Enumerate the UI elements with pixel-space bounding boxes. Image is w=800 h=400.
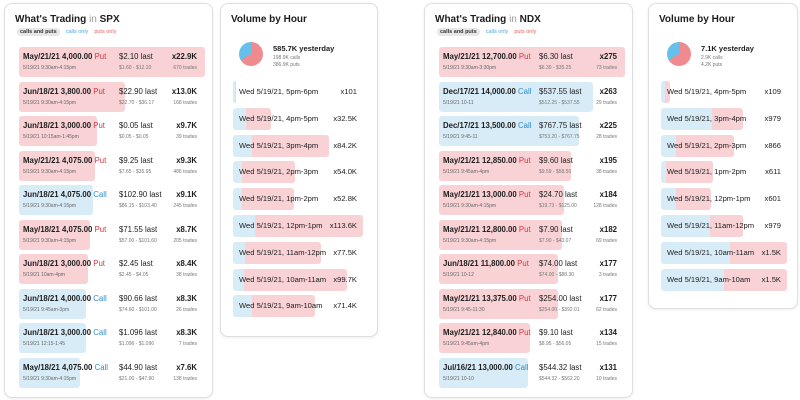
- trade-row[interactable]: [439, 358, 625, 388]
- trade-contract: [443, 52, 531, 61]
- trade-type: Put: [94, 155, 107, 165]
- trade-price-range: $74.00 - $88.30: [539, 272, 575, 278]
- trade-type: Call: [93, 190, 107, 199]
- hour-row[interactable]: [233, 215, 363, 237]
- trade-expiry: May/21/21: [23, 52, 60, 61]
- trade-size: x13.0K: [171, 86, 197, 96]
- hour-label: Wed 5/19/21, 2pm-3pm: [239, 167, 319, 177]
- trade-time-window: 5/19/21 9:30am-4:15pm: [23, 168, 77, 175]
- trade-count: 39 trades: [176, 134, 197, 140]
- trade-time-window: 5/19/21 10:15am-1:45pm: [23, 134, 79, 140]
- ndx-calls-total: 2.9K calls: [701, 55, 723, 61]
- trade-last-price: $0.05 last: [119, 121, 153, 130]
- trade-type: Put: [517, 259, 529, 268]
- trade-strike: 11,800.00: [480, 259, 515, 268]
- trade-contract: [23, 225, 106, 234]
- spx-volume-card: [220, 3, 378, 337]
- trade-last-price: $254.00 last: [539, 293, 582, 303]
- ndx-filters: [437, 28, 542, 36]
- hour-label: Wed 5/19/21, 5pm-6pm: [239, 87, 319, 96]
- trade-count: 205 trades: [173, 237, 197, 244]
- trade-row[interactable]: [19, 82, 205, 112]
- trade-count: 138 trades: [173, 375, 197, 382]
- hour-row[interactable]: [661, 242, 787, 264]
- trade-contract: [23, 121, 105, 130]
- trade-expiry: Jun/18/21: [23, 121, 59, 130]
- trade-type: Put: [518, 155, 531, 165]
- trade-row[interactable]: [19, 358, 205, 388]
- trade-price-range: $86.15 - $103.40: [119, 203, 157, 209]
- title-prefix: What's Trading: [435, 14, 507, 25]
- trade-type: Put: [94, 52, 107, 61]
- spx-volume-title: Volume by Hour: [231, 14, 307, 25]
- hour-puts-bar: [235, 81, 237, 103]
- trade-row[interactable]: [439, 220, 625, 250]
- trade-time-window: 5/19/21 9:30am-4:15pm: [443, 237, 497, 244]
- trade-count: 28 trades: [596, 134, 617, 140]
- trade-time-window: 5/19/21 9:30am-4:15pm: [23, 99, 77, 106]
- trade-size: x195: [599, 155, 617, 165]
- trade-expiry: Jun/18/21: [23, 86, 59, 96]
- trade-expiry: Jul/16/21: [443, 362, 476, 372]
- hour-row[interactable]: [233, 269, 363, 291]
- trade-row[interactable]: [19, 116, 205, 146]
- trade-strike: 13,000.00: [478, 362, 513, 372]
- trade-row[interactable]: [439, 254, 625, 284]
- trade-size: x263: [599, 86, 617, 96]
- trade-last-price: $74.00 last: [539, 259, 578, 268]
- trade-row[interactable]: [439, 323, 625, 353]
- trade-type: Put: [93, 259, 105, 268]
- symbol: SPX: [99, 14, 120, 25]
- trade-contract: [23, 156, 106, 165]
- trade-count: 7 trades: [178, 341, 197, 347]
- filter-calls-and-puts[interactable]: calls and puts: [17, 28, 60, 36]
- trade-count: 26 trades: [176, 306, 197, 313]
- hour-volume: x71.4K: [333, 301, 357, 311]
- trade-strike: 4,075.00: [62, 224, 93, 234]
- hour-row[interactable]: [233, 242, 363, 264]
- trade-price-range: $7.65 - $35.95: [119, 168, 152, 175]
- trade-count: 15 trades: [596, 341, 617, 347]
- trade-type: Put: [518, 224, 531, 234]
- trade-strike: 14,000.00: [481, 86, 516, 96]
- hour-volume: x109: [764, 87, 781, 96]
- ndx-volume-title: Volume by Hour: [659, 14, 735, 25]
- hour-row[interactable]: [661, 215, 787, 237]
- trade-price-range: $22.70 - $36.17: [119, 99, 155, 106]
- spx-pie-chart: [239, 42, 263, 66]
- hour-volume: x1.5K: [761, 274, 781, 284]
- trade-type: Put: [518, 293, 531, 303]
- trade-size: x22.9K: [171, 52, 197, 61]
- trade-time-window: 5/19/21 10-10: [443, 375, 474, 382]
- hour-row[interactable]: [233, 161, 363, 183]
- trade-strike: 3,800.00: [60, 86, 92, 96]
- trade-expiry: May/21/21: [443, 52, 480, 61]
- trade-count: 62 trades: [596, 306, 617, 313]
- trade-time-window: 5/19/21 9:30am-3:30pm: [443, 65, 497, 71]
- trade-last-price: $90.66 last: [119, 293, 158, 303]
- trade-type: Put: [93, 121, 105, 130]
- trade-time-window: 5/19/21 9:30am-4:15pm: [23, 375, 77, 382]
- trade-count: 3 trades: [598, 272, 617, 278]
- trade-row[interactable]: [19, 151, 205, 181]
- trade-type: Put: [94, 224, 107, 234]
- hour-row[interactable]: [233, 135, 363, 157]
- trade-price-range: $2.45 - $4.05: [119, 272, 149, 278]
- trade-time-window: 5/19/21 12:15-1:45: [23, 341, 65, 347]
- hour-volume: x101: [340, 87, 357, 96]
- trade-time-window: 5/19/21 9:30am-4:15pm: [443, 203, 497, 209]
- trade-expiry: Jun/18/21: [23, 293, 59, 303]
- trade-strike: 4,075.00: [62, 362, 93, 372]
- trade-expiry: May/21/21: [443, 224, 480, 234]
- hour-row[interactable]: [661, 108, 787, 130]
- trade-last-price: $24.70 last: [539, 190, 578, 199]
- trade-time-window: 5/19/21 9:45am-4pm: [443, 341, 490, 347]
- trade-strike: 3,000.00: [60, 121, 92, 130]
- trade-row[interactable]: [19, 47, 205, 77]
- hour-volume: x601: [764, 194, 781, 204]
- title-in: in: [89, 14, 97, 25]
- hour-volume: x611: [765, 167, 781, 177]
- hour-label: Wed 5/19/21, 9am-10am: [239, 301, 323, 311]
- trade-size: x7.6K: [176, 362, 197, 372]
- trade-type: Call: [94, 362, 108, 372]
- trade-count: 245 trades: [173, 203, 197, 209]
- hour-row[interactable]: [661, 81, 787, 103]
- hour-label: Wed 5/19/21, 4pm-5pm: [667, 87, 747, 96]
- trade-last-price: $102.90 last: [119, 190, 162, 199]
- spx-yesterday-total: 585.7K yesterday: [273, 44, 335, 53]
- hour-volume: x54.0K: [333, 167, 357, 177]
- hour-label: Wed 5/19/21, 3pm-4pm: [239, 140, 319, 150]
- hour-label: Wed 5/19/21, 9am-10am: [667, 274, 751, 284]
- trade-last-price: $7.90 last: [539, 224, 573, 234]
- trade-type: Put: [518, 190, 531, 199]
- trade-strike: 13,375.00: [482, 293, 517, 303]
- trade-size: x134: [599, 328, 617, 337]
- trade-price-range: $7.90 - $43.07: [539, 237, 572, 244]
- trade-contract: [23, 52, 106, 61]
- trade-contract: [443, 87, 531, 96]
- spx-card-title: [15, 14, 120, 25]
- trade-last-price: $22.90 last: [119, 86, 158, 96]
- trade-size: x9.3K: [176, 155, 197, 165]
- trade-contract: [443, 225, 531, 234]
- hour-label: Wed 5/19/21, 12pm-1pm: [239, 221, 323, 230]
- trade-expiry: May/21/21: [443, 328, 480, 337]
- trade-size: x177: [599, 259, 617, 268]
- hour-row[interactable]: [233, 188, 363, 210]
- hour-volume: x113.6K: [329, 221, 357, 230]
- hour-row[interactable]: [661, 135, 787, 157]
- trade-contract: [23, 190, 107, 199]
- trade-price-range: $753.20 - $767.75: [539, 134, 580, 140]
- trade-type: Put: [518, 52, 531, 61]
- trade-expiry: May/21/21: [23, 155, 60, 165]
- trade-expiry: Dec/17/21: [443, 121, 479, 130]
- spx-calls-total: 198.9K calls: [273, 55, 301, 61]
- spx-filters: [17, 28, 122, 36]
- trade-price-range: $1.096 - $1.096: [119, 341, 155, 347]
- trade-expiry: Dec/17/21: [443, 86, 479, 96]
- trade-contract: [23, 294, 107, 303]
- trade-expiry: Jun/18/21: [23, 328, 59, 337]
- trade-count: 168 trades: [173, 99, 197, 106]
- trade-time-window: 5/19/21 10-12: [443, 272, 474, 278]
- ndx-trades-card: [424, 3, 633, 398]
- trade-strike: 4,075.00: [60, 190, 92, 199]
- ndx-volume-card: [648, 3, 798, 309]
- ndx-yesterday-total: 7.1K yesterday: [701, 44, 754, 53]
- title-prefix: What's Trading: [15, 14, 87, 25]
- hour-volume: x99.7K: [333, 274, 357, 284]
- trade-price-range: $21.00 - $47.90: [119, 375, 155, 382]
- trade-strike: 13,500.00: [481, 121, 516, 130]
- spx-puts-total: 386.9K puts: [273, 62, 300, 68]
- trade-count: 38 trades: [596, 168, 617, 175]
- trade-last-price: $537.55 last: [539, 86, 582, 96]
- trade-strike: 4,000.00: [60, 293, 92, 303]
- trade-count: 29 trades: [596, 99, 617, 106]
- trade-size: x9.7K: [176, 121, 197, 130]
- symbol: NDX: [519, 14, 541, 25]
- trade-last-price: $767.75 last: [539, 121, 582, 130]
- trade-time-window: 5/19/21 9:30am-4:15pm: [23, 203, 77, 209]
- trade-contract: [443, 363, 528, 372]
- trade-price-range: $19.73 - $125.00: [539, 203, 577, 209]
- trade-time-window: 5/19/21 9:30am-4:15pm: [23, 65, 77, 71]
- trade-size: x8.4K: [176, 259, 197, 268]
- trade-time-window: 5/19/21 9:45-11: [443, 134, 478, 140]
- trade-price-range: $9.59 - $58.50: [539, 168, 572, 175]
- hour-row[interactable]: [661, 188, 787, 210]
- hour-label: Wed 5/19/21, 11am-12pm: [667, 221, 755, 230]
- trade-strike: 12,850.00: [482, 155, 517, 165]
- hour-row[interactable]: [661, 269, 787, 291]
- trade-count: 38 trades: [176, 272, 197, 278]
- ndx-pie-chart: [667, 42, 691, 66]
- trade-time-window: 5/19/21 9:45am-3pm: [23, 306, 70, 313]
- trade-count: 10 trades: [596, 375, 617, 382]
- trade-count: 670 trades: [173, 65, 197, 71]
- trade-last-price: $9.10 last: [539, 328, 573, 337]
- trade-row[interactable]: [439, 82, 625, 112]
- trade-type: Put: [93, 86, 105, 96]
- hour-label: Wed 5/19/21, 10am-11am: [239, 274, 327, 284]
- hour-label: Wed 5/19/21, 1pm-2pm: [667, 167, 747, 177]
- trade-last-price: $1.096 last: [119, 328, 158, 337]
- trade-strike: 12,700.00: [482, 52, 517, 61]
- title-in: in: [509, 14, 517, 25]
- trade-contract: [443, 156, 531, 165]
- hour-volume: x866: [764, 140, 781, 150]
- trade-last-price: $71.55 last: [119, 224, 158, 234]
- trade-strike: 12,840.00: [482, 328, 517, 337]
- hour-label: Wed 5/19/21, 3pm-4pm: [667, 113, 747, 123]
- trade-contract: [23, 328, 107, 337]
- trade-row[interactable]: [439, 47, 625, 77]
- trade-row[interactable]: [19, 220, 205, 250]
- trade-time-window: 5/19/21 9:45am-4pm: [443, 168, 490, 175]
- trade-last-price: $9.60 last: [539, 155, 573, 165]
- trade-strike: 4,075.00: [62, 155, 93, 165]
- trade-time-window: 5/19/21 10am-4pm: [23, 272, 65, 278]
- trade-price-range: $0.05 - $0.05: [119, 134, 149, 140]
- trade-size: x9.1K: [176, 190, 197, 199]
- trade-contract: [23, 363, 108, 372]
- trade-size: x131: [599, 362, 617, 372]
- trade-price-range: $6.30 - $35.25: [539, 65, 572, 71]
- trade-time-window: 5/19/21 9:45-11:30: [443, 306, 485, 313]
- hour-label: Wed 5/19/21, 4pm-5pm: [239, 113, 319, 123]
- trade-expiry: May/21/21: [443, 155, 480, 165]
- trade-price-range: $57.00 - $101.60: [119, 237, 157, 244]
- trade-count: 73 trades: [596, 65, 617, 71]
- hour-volume: x979: [764, 113, 781, 123]
- filter-calls-only[interactable]: calls only: [65, 29, 89, 35]
- hour-row[interactable]: [233, 108, 363, 130]
- trade-strike: 12,800.00: [482, 224, 517, 234]
- hour-row[interactable]: [233, 81, 363, 103]
- hour-volume: x32.5K: [333, 113, 357, 123]
- trade-expiry: May/18/21: [23, 362, 60, 372]
- trade-size: x177: [599, 293, 617, 303]
- hour-label: Wed 5/19/21, 11am-12pm: [239, 247, 327, 257]
- trade-strike: 4,000.00: [62, 52, 93, 61]
- ndx-puts-total: 4.2K puts: [701, 62, 723, 68]
- trade-expiry: May/18/21: [23, 224, 60, 234]
- trade-row[interactable]: [19, 254, 205, 284]
- trade-expiry: Jun/18/21: [23, 190, 59, 199]
- trade-price-range: $1.60 - $12.10: [119, 65, 152, 71]
- trade-expiry: Jun/18/21: [23, 259, 59, 268]
- hour-volume: x84.2K: [333, 140, 357, 150]
- ndx-card-title: [435, 14, 541, 25]
- trade-last-price: $2.10 last: [119, 52, 153, 61]
- trade-count: 486 trades: [173, 168, 197, 175]
- trade-price-range: $544.32 - $562.20: [539, 375, 580, 382]
- trade-size: x8.7K: [176, 224, 197, 234]
- trade-time-window: 5/19/21 9:30am-4:15pm: [23, 237, 77, 244]
- trade-price-range: $254.00 - $392.01: [539, 306, 580, 313]
- trade-row[interactable]: [19, 185, 205, 215]
- filter-puts-only[interactable]: puts only: [514, 29, 537, 35]
- hour-volume: x979: [764, 221, 781, 230]
- trade-expiry: May/21/21: [443, 190, 480, 199]
- trade-row[interactable]: [439, 151, 625, 181]
- trade-last-price: $2.45 last: [119, 259, 153, 268]
- trade-size: x8.3K: [176, 293, 197, 303]
- filter-puts-only[interactable]: puts only: [94, 29, 117, 35]
- trade-expiry: Jun/18/21: [443, 259, 479, 268]
- trade-type: Call: [518, 86, 532, 96]
- trade-expiry: May/21/21: [443, 293, 480, 303]
- trade-price-range: $74.60 - $101.00: [119, 306, 157, 313]
- trade-contract: [443, 190, 531, 199]
- trade-type: Call: [518, 121, 532, 130]
- hour-label: Wed 5/19/21, 10am-11am: [667, 247, 755, 257]
- trade-row[interactable]: [439, 185, 625, 215]
- trade-size: x184: [599, 190, 617, 199]
- trade-contract: [443, 294, 531, 303]
- trade-strike: 3,000.00: [60, 328, 92, 337]
- filter-calls-and-puts[interactable]: calls and puts: [437, 28, 480, 36]
- trade-row[interactable]: [19, 323, 205, 353]
- trade-contract: [443, 121, 531, 130]
- trade-last-price: $6.30 last: [539, 52, 573, 61]
- trade-contract: [23, 87, 105, 96]
- hour-volume: x77.5K: [333, 247, 357, 257]
- trade-type: Call: [514, 362, 529, 372]
- trade-size: x225: [599, 121, 617, 130]
- trade-time-window: 5/19/21 10-11: [443, 99, 474, 106]
- hour-label: Wed 5/19/21, 12pm-1pm: [667, 194, 751, 204]
- hour-row[interactable]: [661, 161, 787, 183]
- trade-type: Call: [93, 328, 107, 337]
- trade-row[interactable]: [439, 116, 625, 146]
- trade-count: 128 trades: [593, 203, 617, 209]
- trade-size: x8.3K: [176, 328, 197, 337]
- trade-last-price: $9.25 last: [119, 155, 153, 165]
- trade-price-range: $512.25 - $537.55: [539, 99, 580, 106]
- hour-label: Wed 5/19/21, 2pm-3pm: [667, 140, 747, 150]
- trade-strike: 3,000.00: [60, 259, 92, 268]
- hour-volume: x1.5K: [761, 247, 781, 257]
- trade-price-range: $8.95 - $56.05: [539, 341, 572, 347]
- trade-row[interactable]: [19, 289, 205, 319]
- trade-size: x182: [599, 224, 617, 234]
- trade-contract: [443, 259, 529, 268]
- trade-contract: [443, 328, 531, 337]
- trade-size: x275: [599, 52, 617, 61]
- spx-trades-card: [4, 3, 213, 398]
- trade-strike: 13,000.00: [482, 190, 517, 199]
- trade-type: Put: [518, 328, 531, 337]
- trade-last-price: $544.32 last: [539, 362, 582, 372]
- trade-contract: [23, 259, 105, 268]
- hour-label: Wed 5/19/21, 1pm-2pm: [239, 194, 319, 204]
- filter-calls-only[interactable]: calls only: [485, 29, 509, 35]
- trade-row[interactable]: [439, 289, 625, 319]
- trade-last-price: $44.90 last: [119, 362, 158, 372]
- hour-row[interactable]: [233, 295, 363, 317]
- trade-type: Call: [93, 293, 107, 303]
- trade-count: 69 trades: [596, 237, 617, 244]
- hour-volume: x52.8K: [333, 194, 357, 204]
